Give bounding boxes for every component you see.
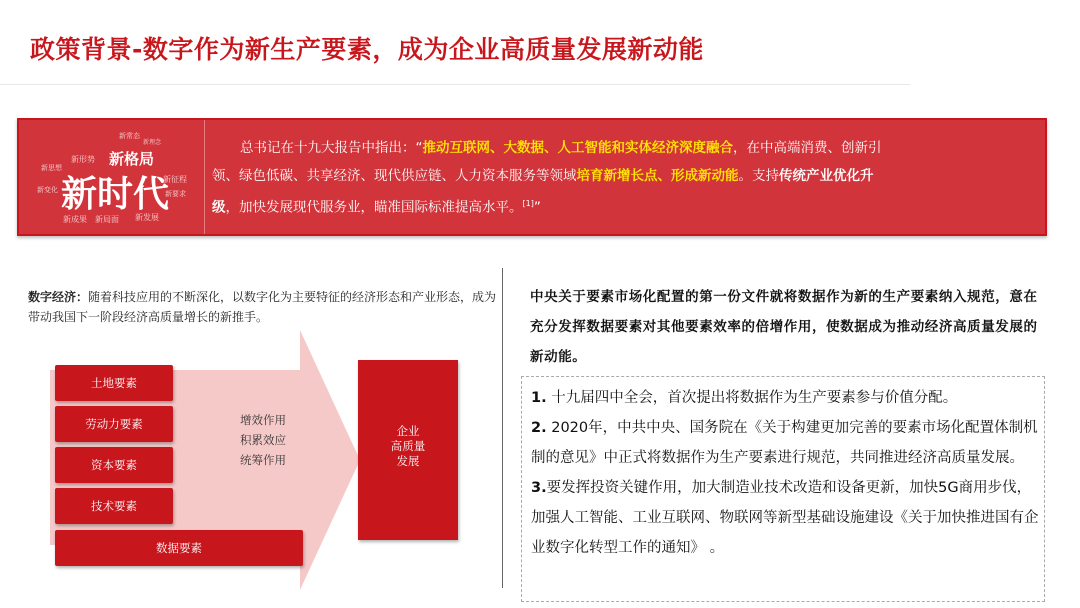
point-text: 十九届四中全会，首次提出将数据作为生产要素参与价值分配。 <box>546 390 958 406</box>
effect-item: 积累效应 <box>240 433 286 447</box>
word-cloud-small-4: 新思想 <box>41 164 62 172</box>
goal-label <box>358 424 458 469</box>
policy-point <box>531 383 1041 413</box>
effects-list <box>240 410 286 470</box>
point-number: 3. <box>531 480 547 496</box>
factor-data: 数据要素 <box>55 530 303 566</box>
point-text: 要发挥投资关键作用，加大制造业技术改造和设备更新，加快5G商用步伐，加强人工智能、工业互联网、物联网等新型基础设施建设《关于加快推进国有企业数字化转型工作的通知》 。 <box>531 480 1039 556</box>
quote-highlight: 推动互联网、大数据、人工智能和实体经济深度融合 <box>422 140 733 156</box>
policy-points-box <box>521 376 1045 602</box>
page-title: 政策背景-数字作为新生产要素，成为企业高质量发展新动能 <box>30 35 704 64</box>
word-cloud-main: 新时代 <box>61 173 170 215</box>
word-cloud-small-9: 新局面 <box>95 215 119 224</box>
quote-bold: 传统产业优化升级 <box>212 168 874 216</box>
factor-land: 土地要素 <box>55 365 173 401</box>
word-cloud-small-5: 新征程 <box>163 175 187 184</box>
quote-part: 。支持 <box>738 168 779 184</box>
quote-text <box>212 134 892 222</box>
quote-part: ，在中高端消费、创新引领、绿色低碳、共享经济、现代供应链、人力资本服务等领域 <box>212 140 882 184</box>
goal-line: 发展 <box>396 454 420 468</box>
word-cloud-small-10: 新发展 <box>135 213 159 222</box>
word-cloud-small-3: 新形势 <box>71 155 95 164</box>
word-cloud-small-8: 新成果 <box>63 215 87 224</box>
policy-point <box>531 473 1041 563</box>
point-number: 2. <box>531 420 547 436</box>
point-number: 1. <box>531 390 547 406</box>
quote-part: 总书记在十九大报告中指出：“ <box>240 140 423 156</box>
quote-banner <box>17 118 1047 236</box>
title-divider <box>0 84 910 85</box>
word-cloud-small-6: 新要求 <box>165 190 186 198</box>
policy-points <box>531 383 1041 563</box>
goal-line: 高质量 <box>390 439 426 453</box>
column-divider <box>502 268 503 588</box>
factor-capital: 资本要素 <box>55 447 173 483</box>
digital-economy-body: 随着科技应用的不断深化，以数字化为主要特征的经济形态和产业形态，成为带动我国下一阶段经济高质量增长的新推手。 <box>28 290 497 324</box>
policy-point <box>531 413 1041 473</box>
goal-line: 企业 <box>396 424 420 438</box>
banner-divider <box>204 120 205 234</box>
quote-highlight: 培育新增长点、形成新动能 <box>576 168 739 184</box>
goal-box <box>358 360 458 540</box>
central-policy-text: 中央关于要素市场化配置的第一份文件就将数据作为新的生产要素纳入规范，意在充分发挥数据要素对其他要素效率的倍增作用，使数据成为推动经济高质量发展的新动能。 <box>530 289 1038 365</box>
word-cloud-small-2: 新理念 <box>143 139 162 146</box>
point-text: 2020年，中共中央、国务院在《关于构建更加完善的要素市场化配置体制机制的意见》中正式将数据作为生产要素进行规范，共同推进经济高质量发展。 <box>531 420 1038 466</box>
digital-economy-text <box>28 287 498 327</box>
quote-part: ” <box>533 199 541 216</box>
citation-ref: [1] <box>522 199 534 208</box>
word-cloud-small-1: 新常态 <box>119 132 140 140</box>
word-cloud-secondary: 新格局 <box>109 150 155 168</box>
quote-part: ，加快发展现代服务业，瞄准国际标准提高水平。 <box>225 199 523 216</box>
effect-item: 统筹作用 <box>240 453 286 467</box>
word-cloud-small-7: 新变化 <box>37 186 58 194</box>
factor-technology: 技术要素 <box>55 488 173 524</box>
digital-economy-label: 数字经济： <box>28 290 89 304</box>
factor-labor: 劳动力要素 <box>55 406 173 442</box>
effect-item: 增效作用 <box>240 413 286 427</box>
word-cloud-image <box>23 124 199 232</box>
